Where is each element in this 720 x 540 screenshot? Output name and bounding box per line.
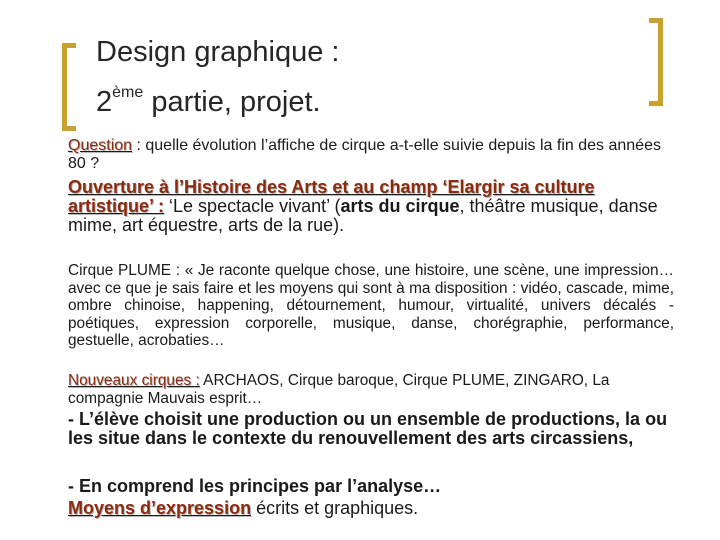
bracket-bottom-bar bbox=[62, 126, 76, 131]
moyens-label: Moyens d’expression bbox=[68, 498, 252, 518]
nouveaux-cirques-label: Nouveaux cirques : bbox=[68, 372, 200, 389]
title-ordinal-suffix: ème bbox=[112, 84, 144, 101]
title-line-2-text: partie, projet. bbox=[143, 86, 321, 118]
nouveaux-cirques-paragraph bbox=[68, 372, 674, 407]
moyens-text: écrits et graphiques. bbox=[251, 498, 419, 518]
bracket-bottom-bar bbox=[649, 101, 663, 106]
left-bracket-decoration bbox=[62, 43, 76, 131]
question-text: : quelle évolution l’affiche de cirque a-t-elle suivie depuis la fin des années 80 ? bbox=[68, 137, 661, 172]
question-paragraph bbox=[68, 137, 674, 173]
slide-title-line-2 bbox=[96, 76, 321, 119]
cirque-plume-quote: Cirque PLUME : « Je raconte quelque chose, une histoire, une scène, une impression… avec ce que je sais faire et les moyens qui sont à ma disposition : vidéo, cascade, mime, ombre chinoise, happening, détournement, humour, virtualité, univers décalés - poétiques, expression corporelle, musique, danse, chorégraphie, performance, gestuelle, acrobaties… bbox=[68, 262, 674, 349]
ouverture-text-a: ‘Le spectacle vivant’ ( bbox=[164, 196, 341, 216]
bracket-vertical-bar bbox=[658, 18, 663, 106]
ouverture-paragraph bbox=[68, 178, 674, 235]
ouverture-label: Ouverture à l’Histoire des Arts et au champ ‘Elargir sa culture artistique’ : bbox=[68, 177, 595, 216]
nouveaux-cirques-text: ARCHAOS, Cirque baroque, Cirque PLUME, ZINGARO, La compagnie Mauvais esprit… bbox=[68, 372, 610, 407]
moyens-paragraph bbox=[68, 499, 674, 518]
bracket-vertical-bar bbox=[62, 43, 67, 131]
ouverture-bold-text: arts du cirque bbox=[340, 196, 460, 216]
comprend-paragraph: - En comprend les principes par l’analyse… bbox=[68, 476, 442, 496]
right-bracket-decoration bbox=[649, 18, 663, 106]
ouverture-text-b: , théâtre musique, danse mime, art équestre, arts de la rue). bbox=[68, 196, 658, 235]
question-label: Question bbox=[68, 137, 133, 154]
bracket-top-bar bbox=[649, 18, 663, 23]
bracket-top-bar bbox=[62, 43, 76, 48]
slide-title-line-1: Design graphique : bbox=[96, 36, 340, 68]
title-ordinal-number: 2 bbox=[96, 86, 113, 118]
eleve-paragraph: - L’élève choisit une production ou un ensemble de productions, la ou les situe dans le contexte du renouvellement des arts circassiens, bbox=[68, 409, 668, 448]
